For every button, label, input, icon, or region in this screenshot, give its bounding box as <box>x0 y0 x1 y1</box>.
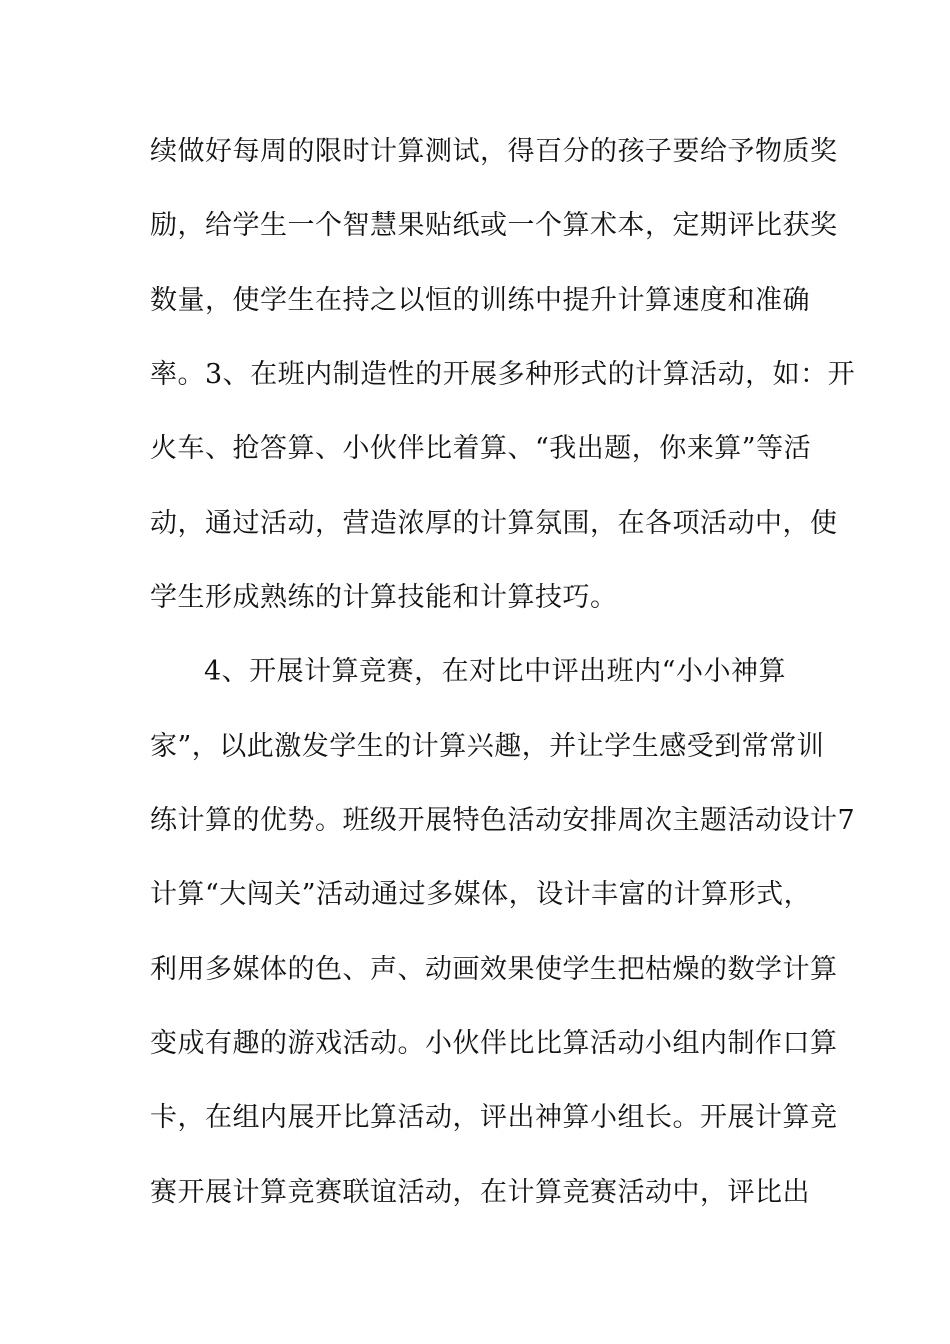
text-line: 赛开展计算竞赛联谊活动，在计算竞赛活动中，评比出 <box>150 1177 810 1208</box>
text-line: 率。3、在班内制造性的开展多种形式的计算活动，如：开 <box>150 359 856 390</box>
text-line: 卡，在组内展开比算活动，评出神算小组长。开展计算竞 <box>150 1102 838 1133</box>
text-line: 数量，使学生在持之以恒的训练中提升计算速度和准确 <box>150 285 810 316</box>
text-line: 家”，以此激发学生的计算兴趣，并让学生感受到常常训 <box>150 731 825 762</box>
text-line: 练计算的优势。班级开展特色活动安排周次主题活动设计7 <box>150 805 856 836</box>
text-line: 学生形成熟练的计算技能和计算技巧。 <box>150 582 618 613</box>
text-line: 火车、抢答算、小伙伴比着算、“我出题，你来算”等活 <box>150 433 812 464</box>
text-line: 续做好每周的限时计算测试，得百分的孩子要给予物质奖 <box>150 136 838 167</box>
paragraph-start-line: 4、开展计算竞赛，在对比中评出班内“小小神算 <box>204 656 786 687</box>
text-line: 计算“大闯关”活动通过多媒体，设计丰富的计算形式， <box>150 879 812 910</box>
text-line: 动，通过活动，营造浓厚的计算氛围，在各项活动中，使 <box>150 508 838 539</box>
text-line: 利用多媒体的色、声、动画效果使学生把枯燥的数学计算 <box>150 954 838 985</box>
text-line: 励，给学生一个智慧果贴纸或一个算术本，定期评比获奖 <box>150 210 838 241</box>
text-line: 变成有趣的游戏活动。小伙伴比比算活动小组内制作口算 <box>150 1028 838 1059</box>
